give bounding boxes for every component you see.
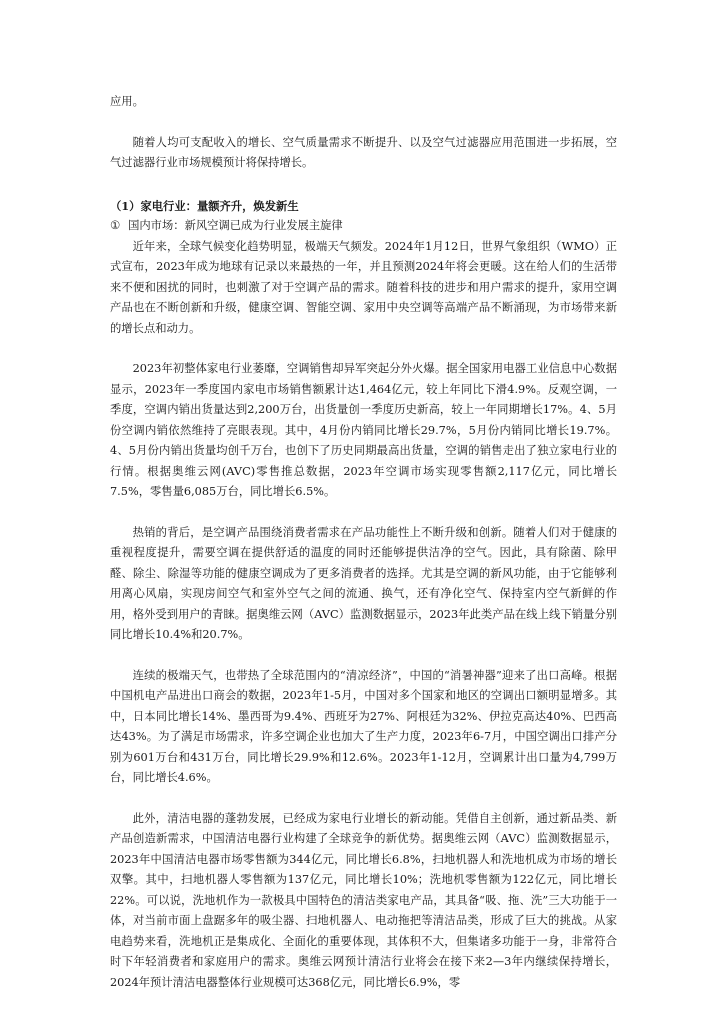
paragraph-health-ac: 热销的背后，是空调产品围绕消费者需求在产品功能性上不断升级和创新。随着人们对于健康的重视程度提升，需要空调在提供舒适的温度的同时还能够提供洁净的空气。因此，具有除菌、除甲醛、除尘、除湿等功能的健康空调成为了更多消费者的选择。尤其是空调的新风功能，由于它能够利用离心风扇，实现房间空气和室外空气之间的流通、换气，还有净化空气、保持室内空气新鲜的作用，格外受到用户的青睐。据奥维云网（AVC）监测数据显示，2023年此类产品在线上线下销量分别同比增长10.4%和20.7%。 <box>110 525 617 641</box>
paragraph-gap <box>110 339 617 359</box>
circled-number-marker: ① <box>110 219 121 232</box>
subsection-title: 国内市场：新风空调已成为行业发展主旋律 <box>128 219 343 232</box>
paragraph-cleaning-appliances: 此外，清洁电器的蓬勃发展，已经成为家电行业增长的新动能。凭借自主创新，通过新品类、新产品创造新需求，中国清洁电器行业构建了全球竞争的新优势。据奥维云网（AVC）监测数据显示，2023年中国清洁电器市场零售额为344亿元，同比增长6.8%，扫地机器人和洗地机成为市场的增长双擎。其中，扫地机器人零售额为137亿元，同比增长10%；洗地机零售额为122亿元，同比增长22%。可以说，洗地机作为一款极具中国特色的清洁类家电产品，其具备“吸、拖、洗”三大功能于一体，对当前市面上盘踞多年的吸尘器、扫地机器人、电动拖把等清洁品类，形成了巨大的挑战。从家电趋势来看，洗地机正是集成化、全面化的重要体现，其体积不大，但集诸多功能于一身，非常符合时下年轻消费者和家庭用户的需求。奥维云网预计清洁行业将会在接下来2—3年内继续保持增长，2024年预计清洁电器整体行业规模可达368亿元，同比增长6.9%，零 <box>110 811 617 989</box>
paragraph-gap <box>110 789 617 809</box>
paragraph-gap <box>110 646 617 666</box>
paragraph-air-filter: 随着人均可支配收入的增长、空气质量需求不断提升、以及空气过滤器应用范围进一步拓展，空气过滤器行业市场规模预计将保持增长。 <box>110 135 617 169</box>
paragraph-gap <box>110 113 617 133</box>
section-heading: （1）家电行业：量额齐升，焕发新生 <box>110 198 299 213</box>
paragraph-continued: 应用。 <box>110 95 144 108</box>
paragraph-gap <box>110 503 617 523</box>
paragraph-climate: 近年来，全球气候变化趋势明显，极端天气频发。2024年1月12日，世界气象组织（WMO）正式宣布，2023年成为地球有记录以来最热的一年，并且预测2024年将会更暖。这在给人们的生活带来不便和困扰的同时，也刺激了对于空调产品的需求。随着科技的进步和用户需求的提升，家用空调产品也在不断创新和升级，健康空调、智能空调、家用中央空调等高端产品不断涌现，为市场带来新的增长点和动力。 <box>110 239 617 335</box>
subsection-heading <box>110 216 617 237</box>
paragraph-gap <box>110 174 617 194</box>
paragraph-ac-sales: 2023年初整体家电行业萎靡，空调销售却异军突起分外火爆。据全国家用电器工业信息中心数据显示，2023年一季度国内家电市场销售额累计达1,464亿元，较上年同比下滑4.9%。反观空调，一季度，空调内销出货量达到2,200万台，出货量创一季度历史新高，较上一年同期增长17%。4、5月份空调内销依然维持了亮眼表现。其中，4月份内销同比增长29.7%，5月份内销同比增长19.7%。4、5月份内销出货量均创千万台，也创下了历史同期最高出货量，空调的销售走出了独立家电行业的行情。根据奥维云网(AVC)零售推总数据，2023年空调市场实现零售额2,117亿元，同比增长7.5%，零售量6,085万台，同比增长6.5%。 <box>110 362 617 498</box>
paragraph-exports: 连续的极端天气，也带热了全球范围内的“清凉经济”，中国的“消暑神器”迎来了出口高峰。根据中国机电产品进出口商会的数据，2023年1-5月，中国对多个国家和地区的空调出口额明显增多。其中，日本同比增长14%、墨西哥为9.4%、西班牙为27%、阿根廷为32%、伊拉克高达40%、巴西高达43%。为了满足市场需求，许多空调企业也加大了生产力度，2023年6-7月，中国空调出口排产分别为601万台和431万台，同比增长29.9%和12.6%。2023年1-12月，空调累计出口量为4,799万台，同比增长4.6%。 <box>110 668 617 784</box>
document-body <box>110 92 617 993</box>
